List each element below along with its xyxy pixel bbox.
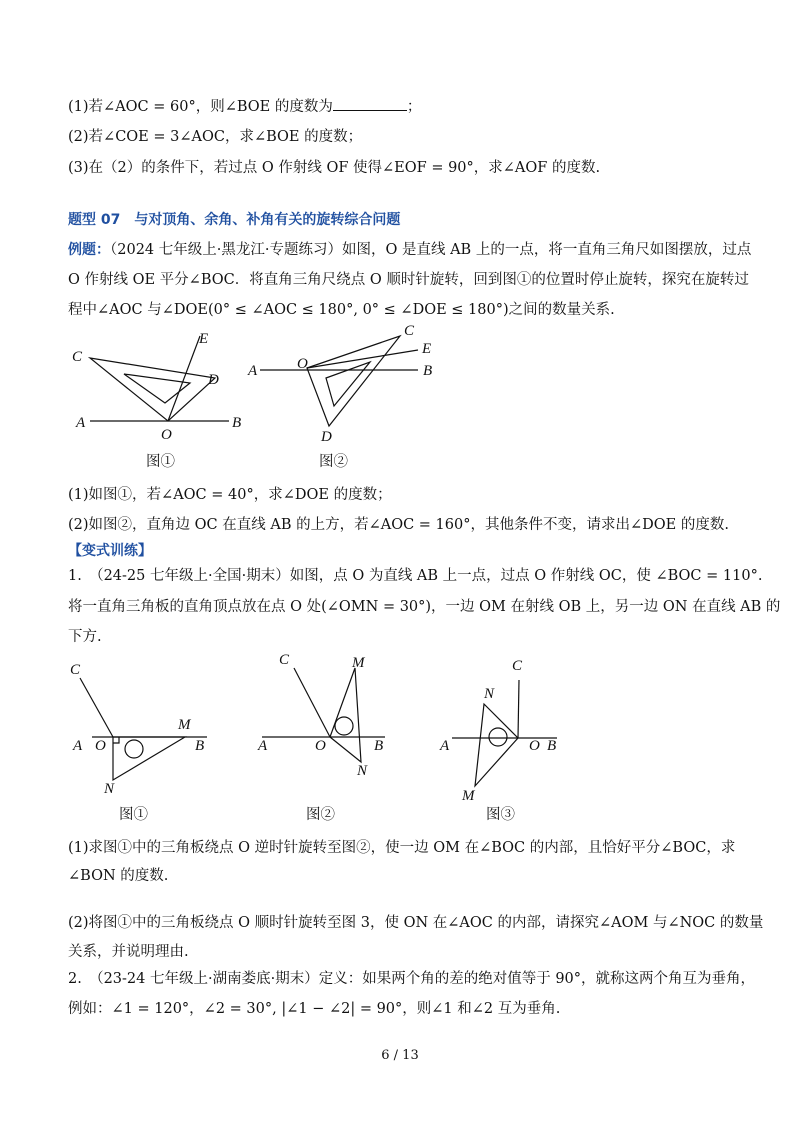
- label-O: O: [315, 738, 326, 754]
- page-number: 6 / 13: [381, 1048, 419, 1063]
- question-3: (3)在（2）的条件下，若过点 O 作射线 OF 使得∠EOF = 90°，求∠AOF 的度数.: [68, 160, 601, 176]
- set-square: [475, 704, 518, 786]
- label-A: A: [258, 738, 268, 754]
- label-B: B: [547, 738, 557, 754]
- label-C: C: [72, 349, 83, 365]
- training-1-line-2: 将一直角三角板的直角顶点放在点 O 处(∠OMN = 30°)，一边 OM 在射线 OB 上，另一边 ON 在直线 AB 的: [68, 599, 781, 615]
- label-A: A: [440, 738, 450, 754]
- set-square-hole: [489, 728, 507, 746]
- question-1-text: (1)若∠AOC = 60°，则∠BOE 的度数为: [68, 99, 333, 115]
- example-question-2: (2)如图②，直角边 OC 在直线 AB 的上方，若∠AOC = 160°，其他条件不变，请求出∠DOE 的度数.: [68, 517, 729, 533]
- label-O: O: [95, 738, 106, 754]
- label-M: M: [352, 655, 365, 671]
- label-B: B: [195, 738, 205, 754]
- label-E: E: [422, 341, 432, 357]
- label-A: A: [73, 738, 83, 754]
- training-figure-1-caption: 图①: [119, 807, 148, 823]
- label-M: M: [462, 788, 475, 804]
- label-N: N: [484, 686, 495, 702]
- label-B: B: [232, 415, 242, 431]
- label-N: N: [104, 781, 115, 797]
- example-label: 例题：: [68, 242, 110, 258]
- figure-1-caption: 图①: [146, 454, 175, 470]
- training-1-line-1: 1. （24-25 七年级上·全国·期末）如图，点 O 为直线 AB 上一点，过点 O 作射线 OC，使 ∠BOC = 110°.: [68, 568, 763, 584]
- question-1-end: ；: [406, 99, 422, 115]
- label-O: O: [161, 427, 172, 443]
- label-D: D: [208, 372, 219, 388]
- training-2-line-2: 例如：∠1 = 120°，∠2 = 30°, |∠1 − ∠2| = 90°，则∠1 和∠2 互为垂角.: [68, 1001, 561, 1017]
- training-1-q1-line-2: ∠BON 的度数.: [68, 868, 169, 884]
- training-2-line-1: 2. （23-24 七年级上·湖南娄底·期末）定义：如果两个角的差的绝对值等于 90°，就称这两个角互为垂角，: [68, 971, 756, 987]
- training-figure-3-caption: 图③: [486, 807, 515, 823]
- label-A: A: [248, 363, 258, 379]
- question-2: (2)若∠COE = 3∠AOC，求∠BOE 的度数；: [68, 129, 363, 145]
- training-1-q1-line-1: (1)求图①中的三角板绕点 O 逆时针旋转至图②，使一边 OM 在∠BOC 的内部，且恰好平分∠BOC，求: [68, 840, 736, 856]
- label-C: C: [512, 658, 523, 674]
- label-B: B: [423, 363, 433, 379]
- label-C: C: [70, 662, 81, 678]
- label-E: E: [199, 331, 209, 347]
- training-label: 【变式训练】: [68, 543, 152, 559]
- label-M: M: [178, 717, 191, 733]
- training-figure-2-caption: 图②: [306, 807, 335, 823]
- figure-2-caption: 图②: [319, 454, 348, 470]
- example-line-2: O 作射线 OE 平分∠BOC．将直角三角尺绕点 O 顺时针旋转，回到图①的位置时停止旋转，探究在旋转过: [68, 272, 749, 288]
- label-B: B: [374, 738, 384, 754]
- label-A: A: [76, 415, 86, 431]
- training-1-q2-line-1: (2)将图①中的三角板绕点 O 顺时针旋转至图 3，使 ON 在∠AOC 的内部，请探究∠AOM 与∠NOC 的数量: [68, 915, 764, 931]
- label-O: O: [297, 356, 308, 372]
- training-1-q2-line-2: 关系，并说明理由.: [68, 944, 189, 960]
- example-line-3: 程中∠AOC 与∠DOE(0° ≤ ∠AOC ≤ 180°, 0° ≤ ∠DOE ≤ 180°)之间的数量关系.: [68, 302, 615, 318]
- label-N: N: [357, 763, 368, 779]
- training-1-line-3: 下方.: [68, 629, 102, 645]
- example-line-1-text: （2024 七年级上·黑龙江·专题练习）如图，O 是直线 AB 上的一点，将一直角三角尺如图摆放，过点: [110, 242, 752, 258]
- ray-OC: [518, 680, 519, 738]
- label-D: D: [321, 429, 332, 445]
- label-C: C: [279, 652, 290, 668]
- label-O: O: [529, 738, 540, 754]
- label-C: C: [404, 323, 415, 339]
- section-title: 题型 07 与对顶角、余角、补角有关的旋转综合问题: [68, 212, 401, 228]
- example-question-1: (1)如图①，若∠AOC = 40°，求∠DOE 的度数；: [68, 487, 392, 503]
